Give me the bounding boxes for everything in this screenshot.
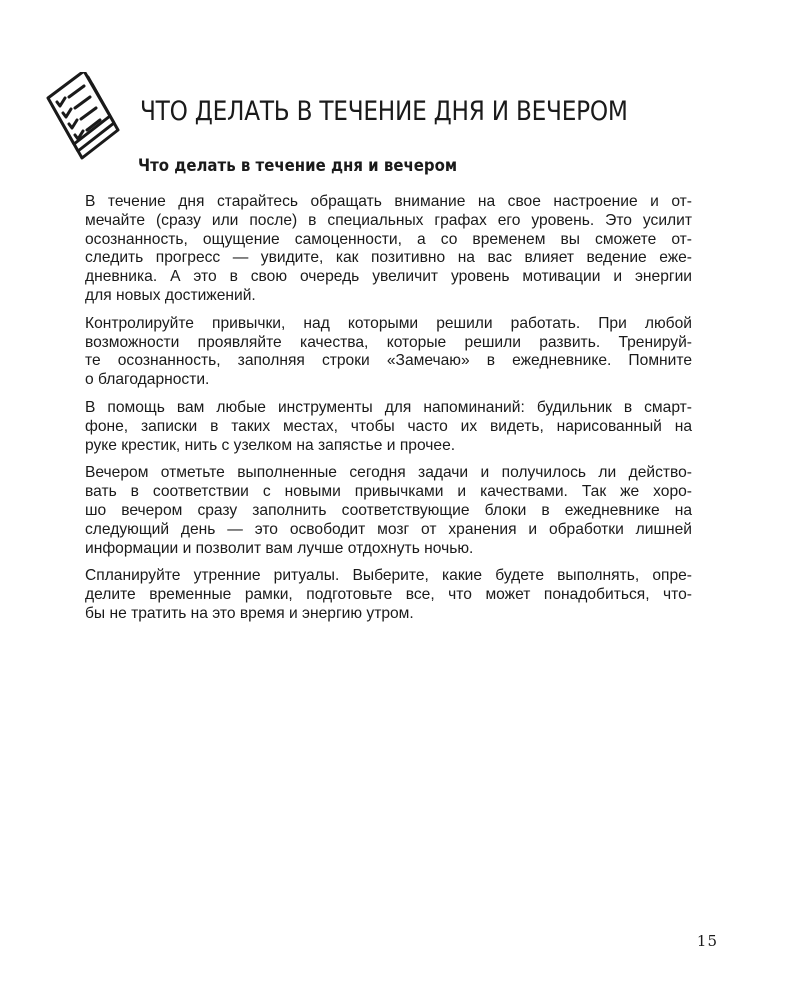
text-line: В помощь вам любые инструменты для напоминаний: будильник в смарт- bbox=[85, 398, 692, 416]
text-line: Вечером отметьте выполненные сегодня задачи и получилось ли действо- bbox=[85, 464, 692, 482]
paragraph bbox=[85, 315, 692, 390]
paragraph bbox=[85, 464, 692, 558]
text-line: фоне, записки в таких местах, чтобы часто их видеть, нарисованный на bbox=[85, 417, 692, 435]
paragraph bbox=[85, 399, 692, 455]
paragraph bbox=[85, 193, 692, 306]
text-line: вать в соответствии с новыми привычками и качествами. Так же хоро- bbox=[85, 483, 692, 501]
text-line: В течение дня старайтесь обращать внимание на свое настроение и от- bbox=[85, 193, 692, 210]
text-line: руке крестик, нить с узелком на запястье и прочее. bbox=[85, 436, 456, 454]
text-line: для новых достижений. bbox=[85, 286, 256, 304]
page-number: 15 bbox=[696, 932, 718, 950]
text-line: следующий день — это освободит мозг от хранения и обработки лишней bbox=[85, 520, 692, 538]
text-line: осознанность, ощущение самоценности, а со временем вы сможете от- bbox=[85, 230, 692, 248]
text-line: делите временные рамки, подготовьте все, что может понадобиться, что- bbox=[85, 586, 692, 604]
body-text bbox=[85, 193, 692, 633]
text-line: информации и позволит вам лучше отдохнуть ночью. bbox=[85, 539, 474, 557]
text-line: возможности проявляйте качества, которые решили развить. Тренируй- bbox=[85, 333, 692, 351]
text-line: мечайте (сразу или после) в специальных графах его уровень. Это усилит bbox=[85, 211, 692, 229]
text-line: следить прогресс — увидите, как позитивно на вас влияет ведение еже- bbox=[85, 249, 692, 267]
page-title: ЧТО ДЕЛАТЬ В ТЕЧЕНИЕ ДНЯ И ВЕЧЕРОМ bbox=[140, 96, 628, 127]
text-line: бы не тратить на это время и энергию утром. bbox=[85, 604, 414, 622]
checklist-icon bbox=[42, 72, 130, 160]
paragraph bbox=[85, 567, 692, 623]
section-subtitle: Что делать в течение дня и вечером bbox=[138, 156, 458, 176]
text-line: шо вечером сразу заполнить соответствующие блоки в ежедневнике на bbox=[85, 501, 692, 519]
text-line: дневника. А это в свою очередь увеличит уровень мотивации и энергии bbox=[85, 268, 692, 286]
text-line: о благодарности. bbox=[85, 371, 210, 389]
text-line: Спланируйте утренние ритуалы. Выберите, какие будете выполнять, опре- bbox=[85, 567, 692, 585]
text-line: те осознанность, заполняя строки «Замечаю» в ежедневнике. Помните bbox=[85, 352, 692, 370]
text-line: Контролируйте привычки, над которыми решили работать. При любой bbox=[85, 314, 692, 332]
